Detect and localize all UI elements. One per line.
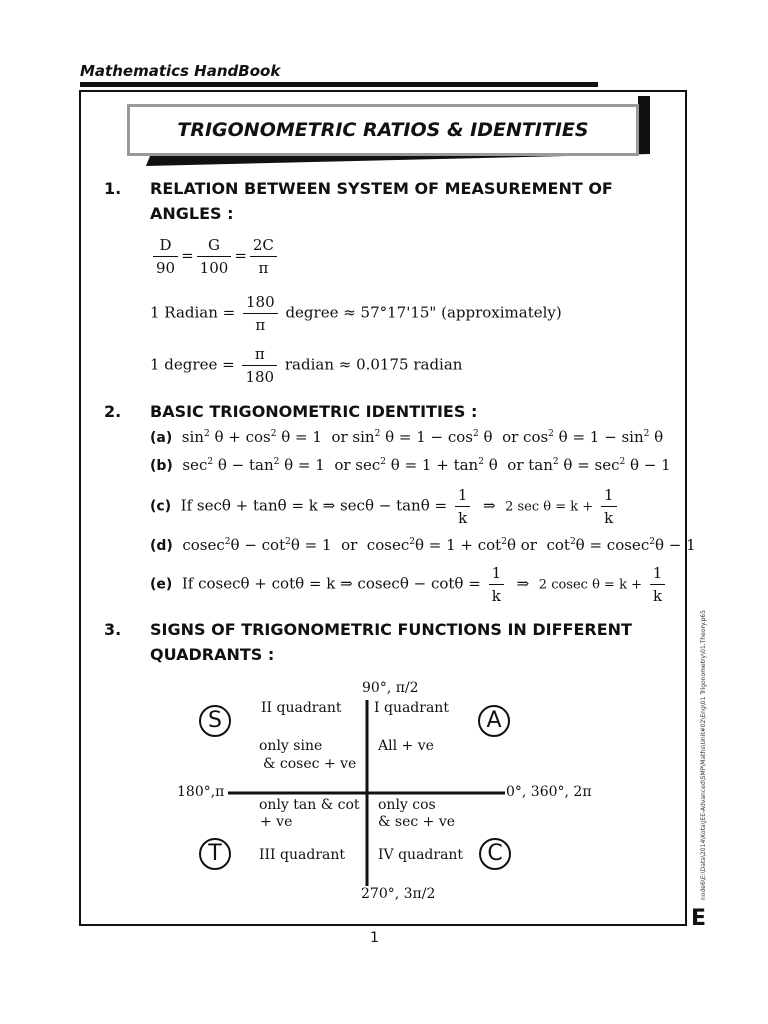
axis-label-left: 180°,π: [177, 784, 225, 800]
radian-definition: 1 Radian = $\frac{180}{\pi}$ degree ≈ 57°17'15" (approximately): [150, 293, 562, 334]
quadrant-1-letter: A: [478, 705, 510, 737]
identity-b: (b) $\sec^2 \theta - \tan^2 \theta = 1$ or $\sec^2 \theta = 1 + \tan^2 \theta$ or $\tan^2 \theta = \sec^2 \theta - 1$: [150, 456, 671, 474]
section-2-title: BASIC TRIGONOMETRIC IDENTITIES :: [150, 402, 478, 421]
quadrant-1-line1: All + ve: [378, 738, 434, 754]
quadrant-2-name: II quadrant: [261, 700, 342, 716]
handbook-title: Mathematics HandBook: [80, 62, 281, 80]
section-2-number: 2.: [104, 402, 122, 421]
degree-definition: 1 degree = $\frac{\pi}{180}$ radian ≈ 0.0175 radian: [150, 345, 463, 386]
identity-d: (d) $cosec^2\theta - \cot^2\theta = 1$ or $cosec^2\theta = 1 + \cot^2\theta$ or $\cot^2\theta = cosec^2\theta - 1$: [150, 536, 696, 554]
section-1-number: 1.: [104, 179, 122, 198]
identity-e: (e) If cosecθ + cotθ = k ⇒ cosecθ − cotθ = $\frac{1}{k}$ ⇒ 2 cosec θ = k + $\frac{1}{k}$: [150, 564, 668, 605]
section-3-number: 3.: [104, 620, 122, 639]
section-3-title: SIGNS OF TRIGONOMETRIC FUNCTIONS IN DIFFERENT QUADRANTS :: [150, 620, 632, 664]
axis-label-right: 0°, 360°, 2π: [506, 784, 592, 800]
axis-label-top: 90°, π/2: [362, 680, 419, 696]
header-rule: [80, 82, 598, 87]
quadrant-4-name: IV quadrant: [378, 847, 464, 863]
chapter-title: TRIGONOMETRIC RATIOS & IDENTITIES: [177, 119, 589, 141]
quadrant-4-line2: & sec + ve: [378, 814, 456, 830]
identity-c: (c) If secθ + tanθ = k ⇒ secθ − tanθ = $\frac{1}{k}$ ⇒ 2 sec θ = k + $\frac{1}{k}$: [150, 486, 620, 527]
quadrant-4-letter: C: [479, 838, 511, 870]
quadrant-4-line1: only cos: [378, 797, 436, 813]
quadrant-3-line1: only tan & cot: [259, 797, 360, 813]
section-1-title: RELATION BETWEEN SYSTEM OF MEASUREMENT OF ANGLES :: [150, 179, 613, 223]
quadrant-2-line2: & cosec + ve: [263, 756, 357, 772]
axis-label-bottom: 270°, 3π/2: [361, 886, 436, 902]
quadrant-3-letter: T: [199, 838, 231, 870]
quadrant-3-line2: + ve: [260, 814, 293, 830]
edge-letter: E: [691, 906, 707, 931]
quadrant-1-name: I quadrant: [374, 700, 449, 716]
quadrant-2-letter: S: [199, 705, 231, 737]
measure-relation-equation: $\frac{D}{90}$ = $\frac{G}{100}$ = $\frac{2C}{\pi}$: [150, 236, 280, 277]
identity-a: (a) $\sin^2 \theta + \cos^2 \theta = 1$ or $\sin^2 \theta = 1 - \cos^2 \theta$ or $\cos^2 \theta = 1 - \sin^2 \theta$: [150, 428, 664, 446]
quadrant-2-line1: only sine: [259, 738, 323, 754]
page-number: 1: [370, 930, 379, 946]
quadrant-3-name: III quadrant: [259, 847, 346, 863]
file-path-sidebar: node6\E:\Data\2014\Kota\JEE-Advanced\SMP\Maths\Unit#02\Eng\01 Trigonometry\01.Theory.p65: [700, 609, 707, 900]
